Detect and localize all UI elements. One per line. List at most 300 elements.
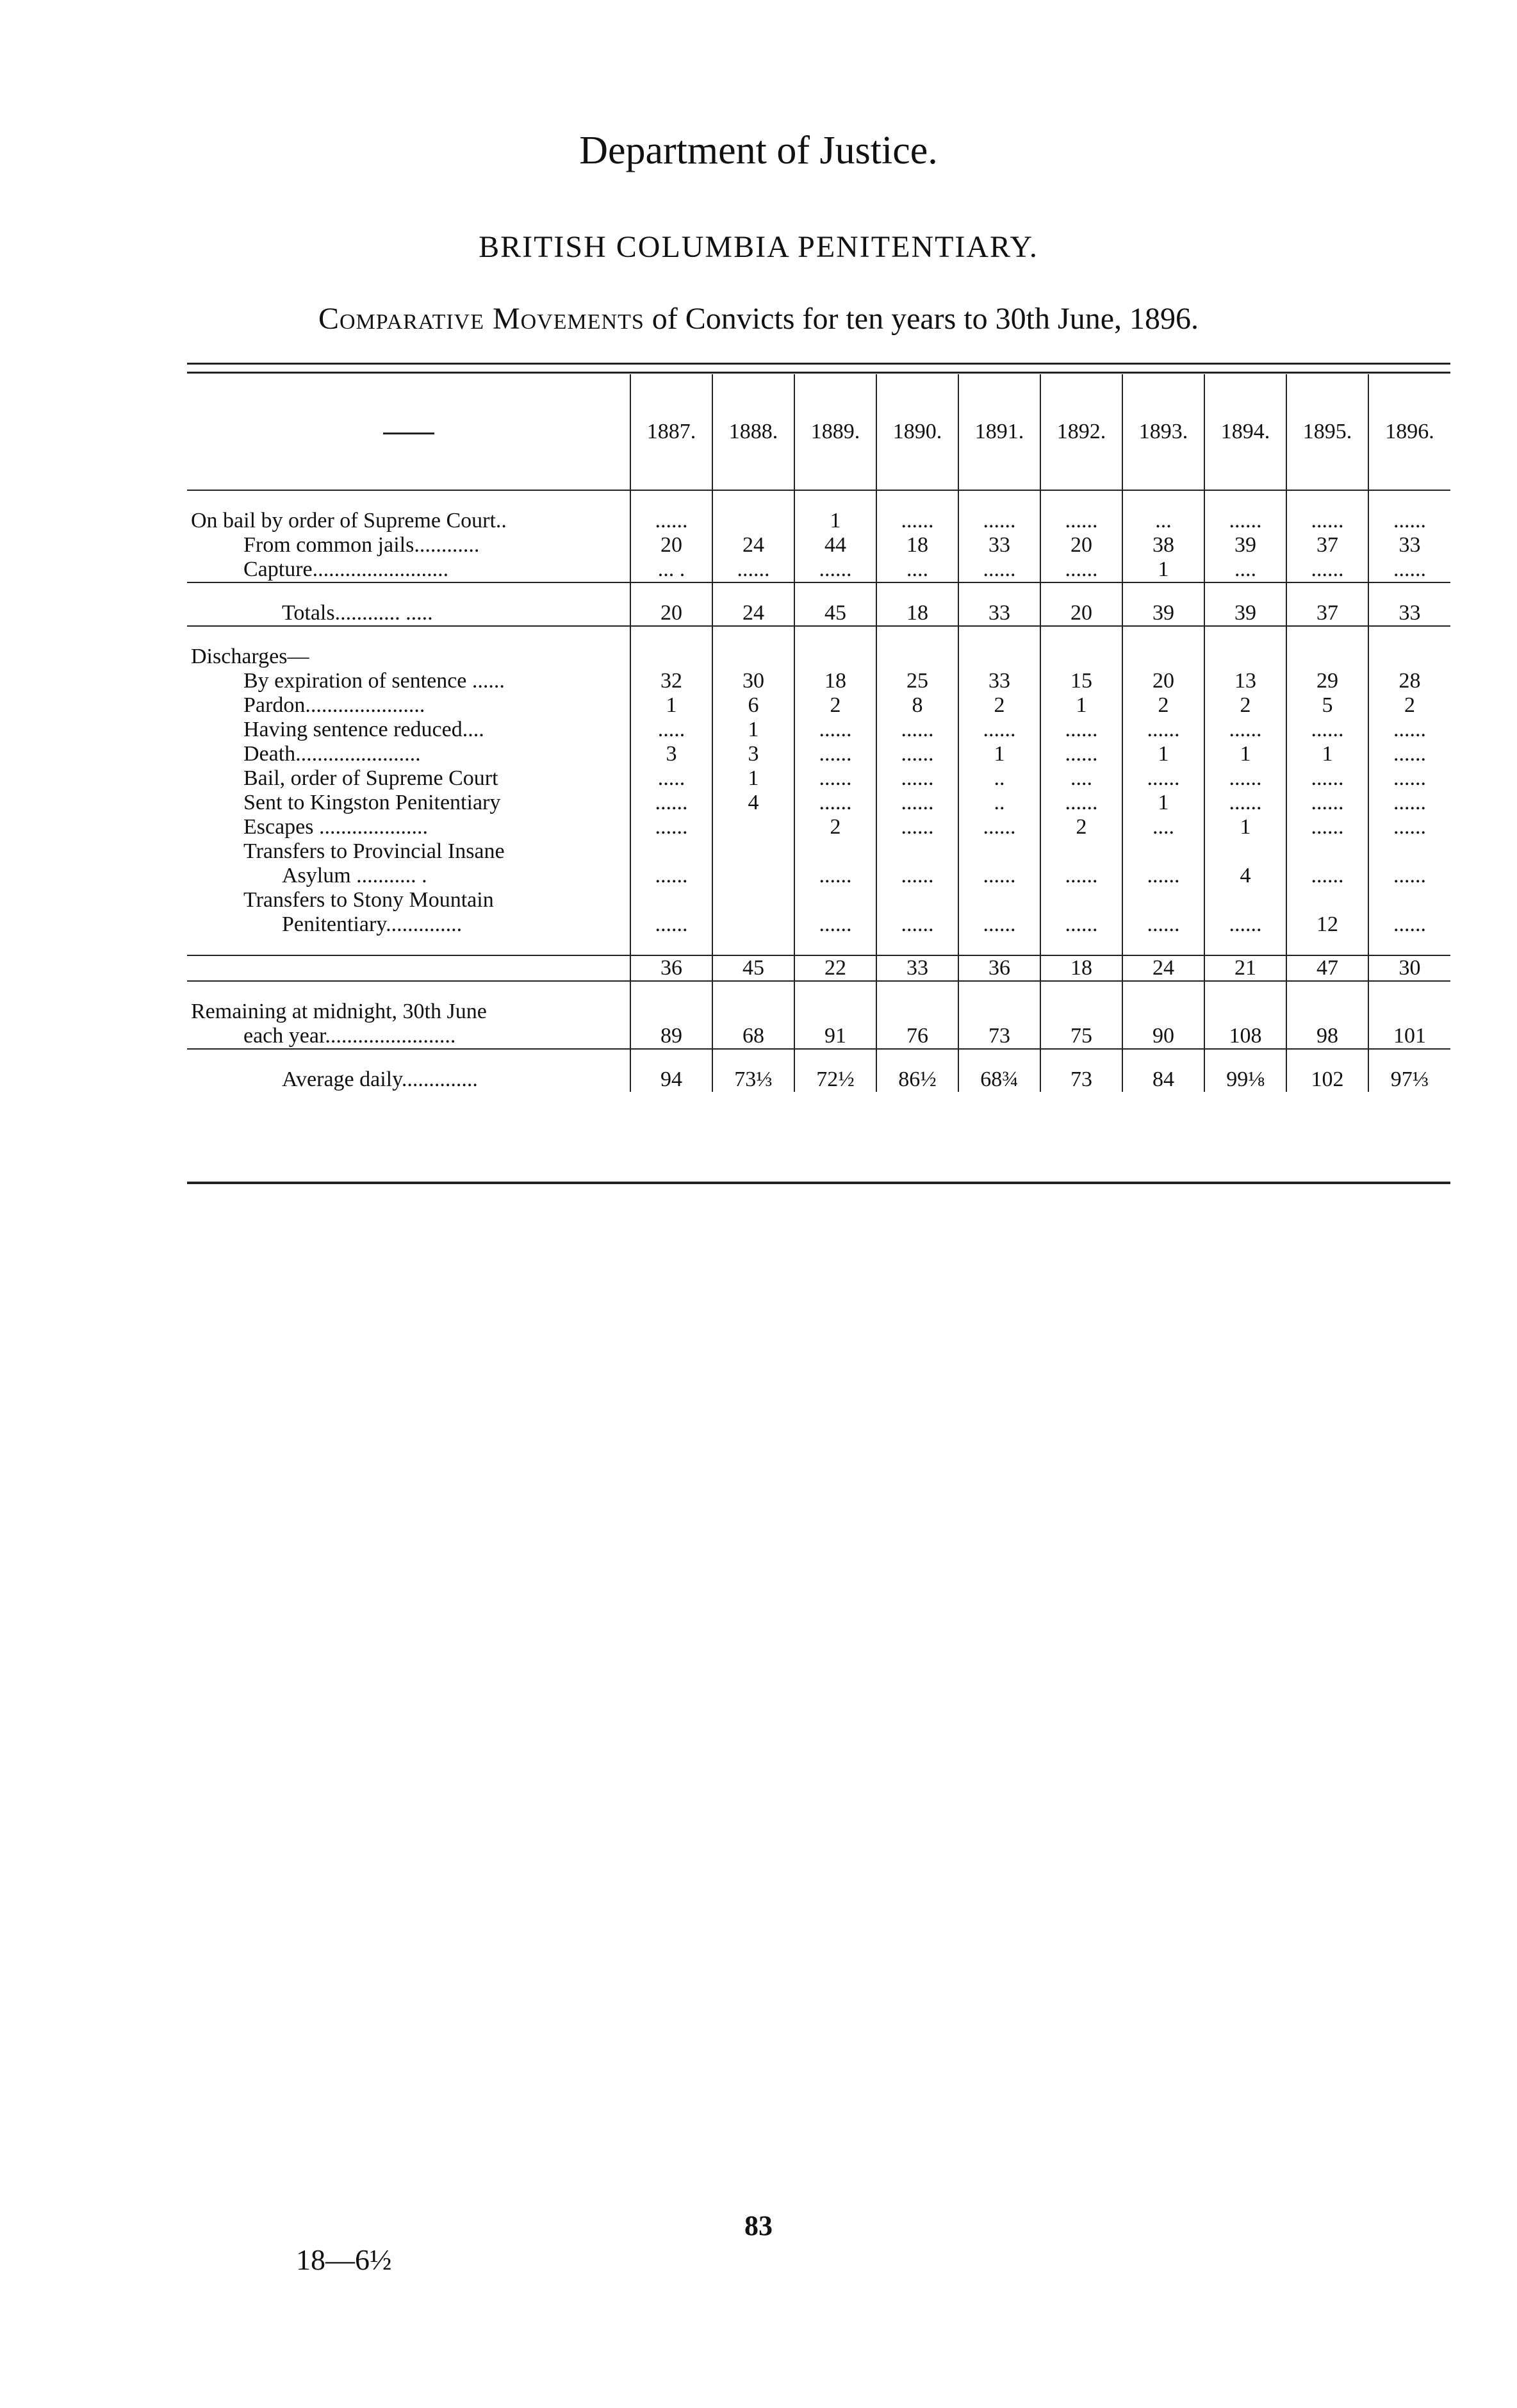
cell-value: 39 [1204,533,1286,557]
cell-value: ...... [1204,509,1286,533]
department-title: Department of Justice. [579,129,938,172]
cell-value: 1 [630,693,712,718]
page-number: 83 [744,2210,773,2241]
row-label: Totals............ ..... [187,601,630,626]
cell-value [1122,937,1204,955]
cell-value [712,1049,794,1068]
discharge-row [187,718,1450,742]
cell-value: .... [1040,766,1122,791]
cell-value [1286,1049,1368,1068]
cell-value: ...... [1122,766,1204,791]
cell-value: ...... [1368,864,1450,888]
cell-value: 102 [1286,1068,1368,1092]
caption-rest: of Convicts for ten years to 30th June, 1896. [644,302,1199,336]
row-label: By expiration of sentence ...... [243,669,505,693]
cell-value: ...... [876,864,958,888]
cell-value [1286,888,1368,912]
cell-value [1122,888,1204,912]
discharge-row [187,669,1450,693]
cell-value [712,888,794,912]
table-body [187,490,1450,1092]
cell-value: 8 [876,693,958,718]
cell-value [1286,981,1368,1000]
discharge-row [187,742,1450,766]
cell-value: ..... [630,766,712,791]
cell-value [1040,1049,1122,1068]
cell-value [630,888,712,912]
cell-value: 3 [630,742,712,766]
cell-value: 37 [1286,601,1368,626]
year-header: 1893. [1122,374,1204,490]
cell-value: 20 [1040,533,1122,557]
cell-value: 84 [1122,1068,1204,1092]
cell-value: 37 [1286,533,1368,557]
cell-value [630,645,712,669]
cell-value: ...... [630,815,712,839]
cell-value: ...... [794,742,876,766]
row-label: Penitentiary.............. [282,912,463,936]
cell-value: 99⅛ [1204,1068,1286,1092]
cell-value: ...... [1368,766,1450,791]
cell-value: 47 [1286,955,1368,981]
cell-value [712,815,794,839]
cell-value [1286,839,1368,864]
spacer-row [187,981,1450,1000]
cell-value [1368,981,1450,1000]
cell-value: 2 [1368,693,1450,718]
cell-value [1368,582,1450,601]
cell-value [958,645,1040,669]
cell-value: 101 [1368,1024,1450,1049]
discharge-total-row [187,955,1450,981]
cell-value: 5 [1286,693,1368,718]
cell-value [1204,888,1286,912]
cell-value [630,839,712,864]
cell-value [1368,839,1450,864]
discharge-row [187,912,1450,937]
cell-value [1286,582,1368,601]
year-header: 1895. [1286,374,1368,490]
header-row [187,374,1450,490]
discharge-row [187,791,1450,815]
cell-value [958,626,1040,645]
cell-value: ...... [1040,864,1122,888]
cell-value [794,1049,876,1068]
cell-value: ...... [958,864,1040,888]
cell-value [1368,490,1450,509]
cell-value: 75 [1040,1024,1122,1049]
cell-value: ... . [630,557,712,582]
cell-value [712,490,794,509]
cell-value [1040,888,1122,912]
remaining-label-row [187,1000,1450,1024]
cell-value [1204,626,1286,645]
cell-value [1286,490,1368,509]
cell-value: 1 [712,766,794,791]
cell-value [1204,839,1286,864]
cell-value: 24 [712,601,794,626]
cell-value [712,839,794,864]
cell-value: .. [958,766,1040,791]
cell-value [712,626,794,645]
cell-value: 15 [1040,669,1122,693]
cell-value [1286,645,1368,669]
cell-value: ...... [876,815,958,839]
spacer-row [187,1049,1450,1068]
cell-value: 1 [1286,742,1368,766]
row-label: Death....................... [243,742,421,766]
cell-value [958,1000,1040,1024]
cell-value [794,888,876,912]
cell-value [1204,1049,1286,1068]
cell-value: 18 [1040,955,1122,981]
admission-row [187,509,1450,533]
cell-value [1204,582,1286,601]
cell-value: 28 [1368,669,1450,693]
row-label: From common jails............ [243,533,480,557]
discharge-row [187,766,1450,791]
cell-value: 1 [1122,742,1204,766]
cell-value: 33 [958,533,1040,557]
cell-value [1204,981,1286,1000]
cell-value [876,582,958,601]
cell-value [630,981,712,1000]
cell-value [712,937,794,955]
spacer-row [187,626,1450,645]
cell-value [1368,645,1450,669]
cell-value [1368,1049,1450,1068]
cell-value: 94 [630,1068,712,1092]
cell-value: .. [958,791,1040,815]
cell-value: 33 [876,955,958,981]
cell-value [1286,626,1368,645]
discharge-row [187,888,1450,912]
cell-value [794,582,876,601]
cell-value: 24 [1122,955,1204,981]
row-label: On bail by order of Supreme Court.. [191,509,507,532]
cell-value: 24 [712,533,794,557]
cell-value: 73 [1040,1068,1122,1092]
cell-value: ...... [1204,766,1286,791]
cell-value: 108 [1204,1024,1286,1049]
year-header: 1890. [876,374,958,490]
row-label: Sent to Kingston Penitentiary [243,791,501,814]
cell-value: ...... [958,815,1040,839]
cell-value: ...... [1204,718,1286,742]
discharge-row [187,864,1450,888]
cell-value: ...... [1286,509,1368,533]
cell-value [712,981,794,1000]
year-header: 1892. [1040,374,1122,490]
cell-value [712,509,794,533]
cell-value: ...... [794,766,876,791]
cell-value: ..... [630,718,712,742]
cell-value: .... [1204,557,1286,582]
cell-value: .... [876,557,958,582]
cell-value: 45 [712,955,794,981]
bottom-rule [187,1182,1450,1184]
cell-value: ...... [958,557,1040,582]
cell-value [876,981,958,1000]
row-label: Bail, order of Supreme Court [243,766,498,790]
cell-value: 1 [1122,557,1204,582]
cell-value: 21 [1204,955,1286,981]
cell-value [1204,490,1286,509]
cell-value: 68 [712,1024,794,1049]
cell-value: 2 [794,693,876,718]
cell-value: 1 [1040,693,1122,718]
year-header: 1891. [958,374,1040,490]
caption-small-caps: Comparative Movements [318,302,644,336]
cell-value: 76 [876,1024,958,1049]
year-header: 1887. [630,374,712,490]
cell-value: 2 [1122,693,1204,718]
cell-value [712,912,794,937]
cell-value: 4 [712,791,794,815]
cell-value: 1 [958,742,1040,766]
cell-value: 39 [1122,601,1204,626]
cell-value [1204,937,1286,955]
cell-value: 2 [1040,815,1122,839]
cell-value [1368,888,1450,912]
signature-mark: 18—6½ [296,2243,392,2276]
cell-value: ...... [1286,718,1368,742]
cell-value: ...... [1286,815,1368,839]
cell-value: ...... [876,742,958,766]
cell-value [958,582,1040,601]
cell-value: ...... [1040,718,1122,742]
cell-value [1368,1000,1450,1024]
cell-value [876,1000,958,1024]
cell-value [1122,981,1204,1000]
cell-value: ...... [958,509,1040,533]
cell-value: 44 [794,533,876,557]
cell-value [630,1049,712,1068]
cell-value: 3 [712,742,794,766]
year-header: 1889. [794,374,876,490]
cell-value [876,645,958,669]
cell-value [958,490,1040,509]
cell-value: ...... [1040,791,1122,815]
cell-value: ...... [1040,742,1122,766]
cell-value: ...... [630,912,712,937]
row-label [187,981,630,1000]
cell-value [1040,981,1122,1000]
cell-value [1040,1000,1122,1024]
spacer-row [187,582,1450,601]
cell-value: 1 [1122,791,1204,815]
cell-value: 2 [794,815,876,839]
row-label: Having sentence reduced.... [243,718,484,741]
cell-value: ...... [876,791,958,815]
cell-value [1122,1000,1204,1024]
cell-value [876,626,958,645]
cell-value: ...... [630,791,712,815]
cell-value: ...... [794,791,876,815]
cell-value: 86½ [876,1068,958,1092]
cell-value: ...... [958,718,1040,742]
remaining-row [187,1024,1450,1049]
cell-value: ...... [1286,557,1368,582]
cell-value [1040,937,1122,955]
movements-table [187,374,1450,1092]
cell-value: 36 [630,955,712,981]
dash-mark [383,433,434,434]
cell-value [1040,626,1122,645]
cell-value: ...... [1122,718,1204,742]
cell-value: 32 [630,669,712,693]
cell-value: ...... [630,864,712,888]
row-label: Transfers to Provincial Insane [243,839,505,863]
cell-value [1122,626,1204,645]
cell-value: 33 [958,669,1040,693]
cell-value: ...... [1286,864,1368,888]
institution-title: BRITISH COLUMBIA PENITENTIARY. [479,230,1038,264]
cell-value: 12 [1286,912,1368,937]
cell-value: ...... [1040,509,1122,533]
row-label: Transfers to Stony Mountain [243,888,494,912]
cell-value: 1 [1204,815,1286,839]
cell-value [630,937,712,955]
cell-value: 18 [794,669,876,693]
cell-value [1040,839,1122,864]
cell-value: 33 [1368,601,1450,626]
cell-value: 73 [958,1024,1040,1049]
cell-value [794,1000,876,1024]
cell-value: 18 [876,533,958,557]
cell-value [958,937,1040,955]
cell-value [958,888,1040,912]
cell-value: 20 [630,533,712,557]
discharge-row [187,693,1450,718]
cell-value: 73⅓ [712,1068,794,1092]
cell-value: 36 [958,955,1040,981]
cell-value: ...... [1040,912,1122,937]
row-label: Asylum ........... . [282,864,427,887]
cell-value: 45 [794,601,876,626]
cell-value: ...... [1204,912,1286,937]
cell-value: ...... [794,557,876,582]
cell-value: ... [1122,509,1204,533]
cell-value: 6 [712,693,794,718]
year-header: 1896. [1368,374,1450,490]
admission-row [187,533,1450,557]
spacer-row [187,937,1450,955]
row-label: Discharges— [191,645,309,668]
cell-value [876,888,958,912]
cell-value: 72½ [794,1068,876,1092]
cell-value [1122,490,1204,509]
top-rule-2 [187,372,1450,374]
cell-value: 2 [1204,693,1286,718]
cell-value: ...... [1286,791,1368,815]
cell-value: 22 [794,955,876,981]
cell-value: .... [1122,815,1204,839]
cell-value: ...... [1368,912,1450,937]
cell-value [794,626,876,645]
row-label: Pardon...................... [243,693,425,717]
cell-value: 20 [1040,601,1122,626]
cell-value [794,981,876,1000]
cell-value: 29 [1286,669,1368,693]
row-label [187,626,630,645]
row-label [187,1049,630,1068]
label-header [187,374,630,490]
cell-value [1286,1000,1368,1024]
cell-value: 33 [958,601,1040,626]
cell-value [958,839,1040,864]
cell-value: ...... [1122,864,1204,888]
cell-value: 91 [794,1024,876,1049]
cell-value: 18 [876,601,958,626]
cell-value [1204,1000,1286,1024]
cell-value: 1 [794,509,876,533]
cell-value: ...... [794,912,876,937]
year-header: 1894. [1204,374,1286,490]
row-label: Capture......................... [187,557,630,582]
cell-value: ...... [876,718,958,742]
cell-value [1368,937,1450,955]
cell-value [1122,582,1204,601]
cell-value [876,490,958,509]
cell-value [712,582,794,601]
cell-value: ...... [630,509,712,533]
cell-value [794,839,876,864]
cell-value: 30 [712,669,794,693]
discharge-row [187,815,1450,839]
cell-value [630,490,712,509]
cell-value: 20 [630,601,712,626]
cell-value: ...... [876,509,958,533]
cell-value [712,645,794,669]
cell-value: ...... [1204,791,1286,815]
row-label [187,490,630,509]
cell-value [630,582,712,601]
cell-value: ...... [1040,557,1122,582]
row-label [187,955,630,981]
discharges-heading-row [187,645,1450,669]
cell-value: 30 [1368,955,1450,981]
cell-value [1122,839,1204,864]
cell-value: ...... [1368,791,1450,815]
row-label [187,582,630,601]
cell-value: 1 [712,718,794,742]
cell-value [1286,937,1368,955]
cell-value [630,626,712,645]
cell-value [1204,645,1286,669]
cell-value: ...... [1368,742,1450,766]
cell-value [876,839,958,864]
cell-value [794,490,876,509]
cell-value: ...... [1368,509,1450,533]
cell-value: 68¾ [958,1068,1040,1092]
cell-value: 98 [1286,1024,1368,1049]
cell-value [712,864,794,888]
cell-value: 39 [1204,601,1286,626]
cell-value [876,937,958,955]
cell-value: 1 [1204,742,1286,766]
cell-value [1368,626,1450,645]
cell-value: 4 [1204,864,1286,888]
cell-value: ...... [1122,912,1204,937]
cell-value: ...... [1368,718,1450,742]
cell-value: 33 [1368,533,1450,557]
cell-value [958,1049,1040,1068]
row-label [187,937,630,955]
totals-row [187,601,1450,626]
row-label: Escapes .................... [243,815,429,839]
top-rule [187,363,1450,365]
